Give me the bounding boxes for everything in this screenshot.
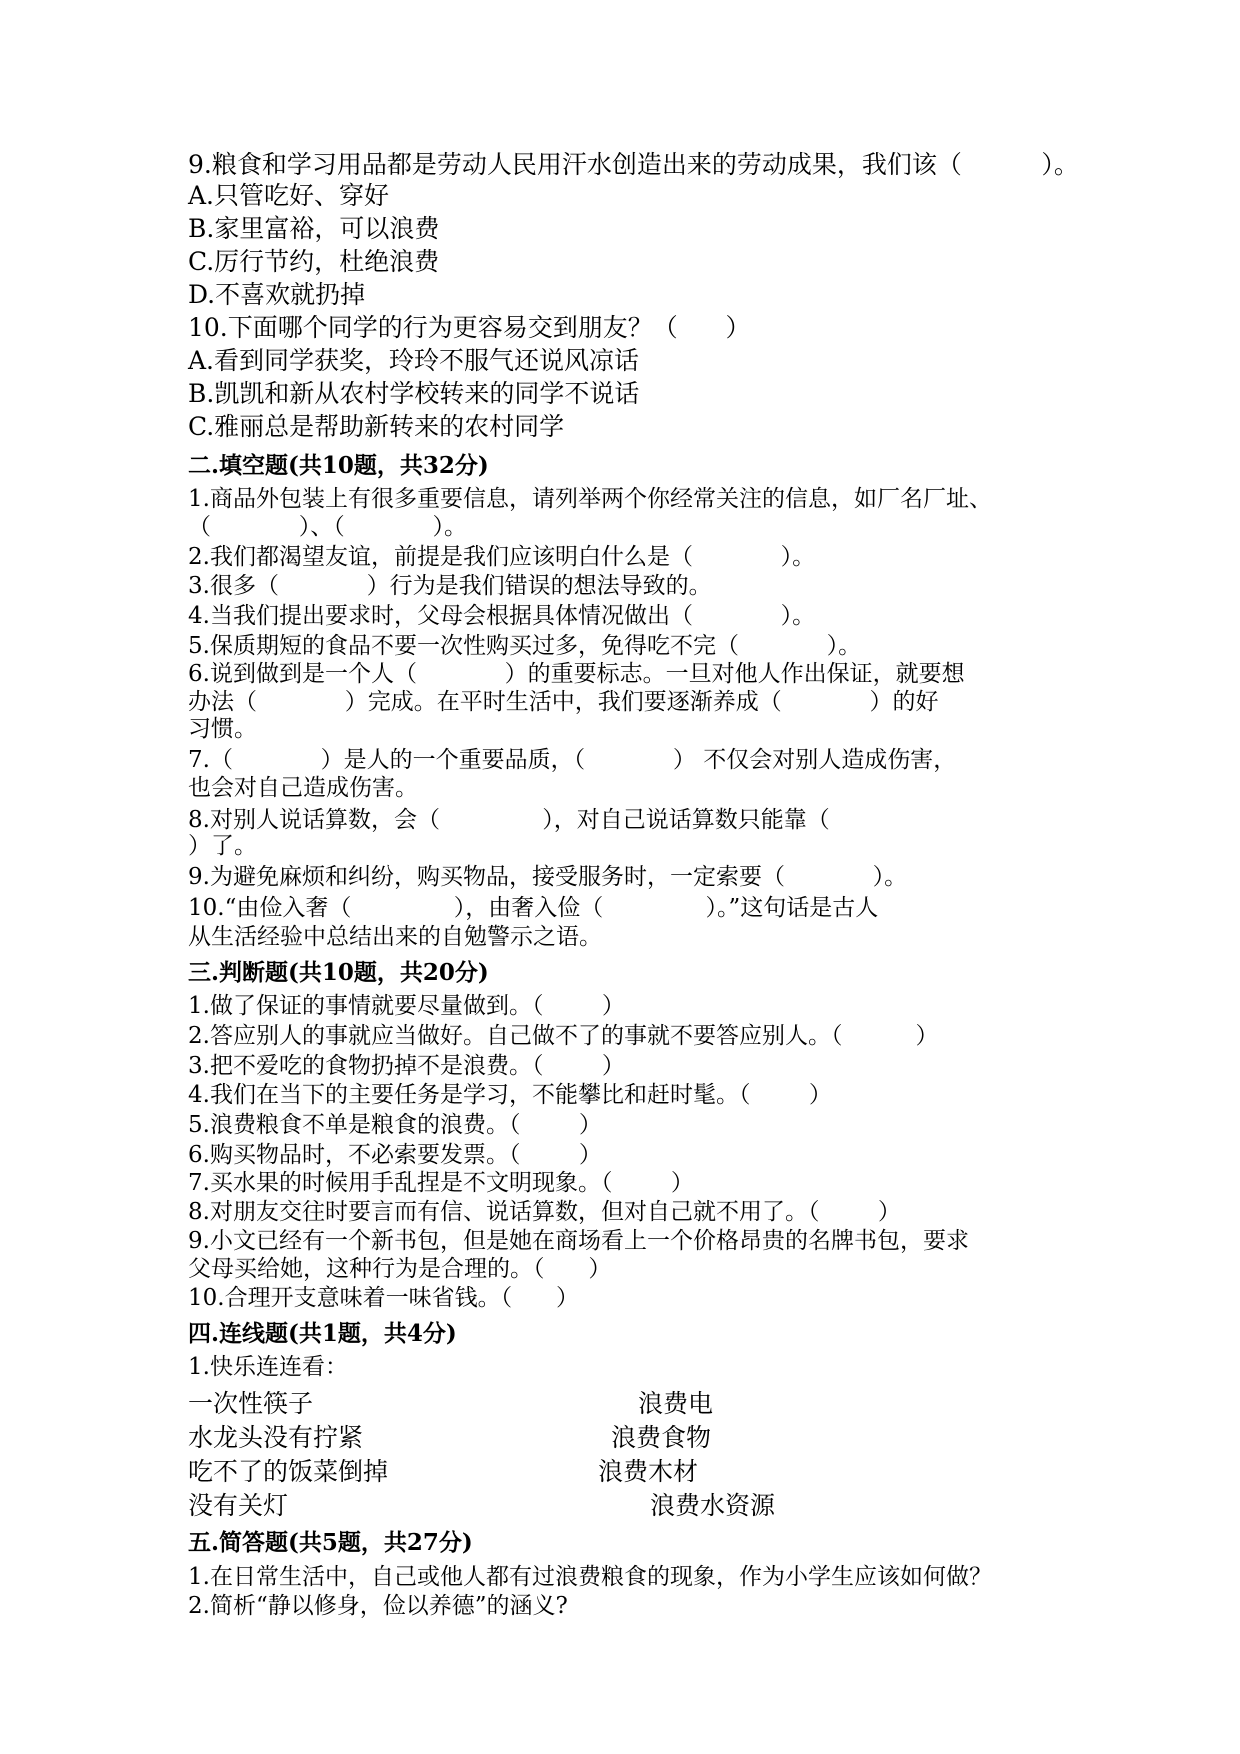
- section-heading-fill-blank: 二.填空题(共10题，共32分): [188, 452, 489, 479]
- judge-line: 10.合理开支意味着一味省钱。（ ）: [188, 1285, 579, 1311]
- judge-line: 父母买给她，这种行为是合理的。（ ）: [188, 1256, 612, 1282]
- matching-right-item: 浪费食物: [611, 1423, 712, 1452]
- section-heading-short-answer: 五.简答题(共5题，共27分): [188, 1529, 473, 1556]
- matching-left-item: 水龙头没有拧紧: [188, 1423, 364, 1452]
- judge-line: 5.浪费粮食不单是粮食的浪费。（ ）: [188, 1112, 602, 1138]
- judge-line: 1.做了保证的事情就要尽量做到。（ ）: [188, 993, 625, 1019]
- judge-line: 7.买水果的时候用手乱捏是不文明现象。（ ）: [188, 1170, 694, 1196]
- fill-line: 也会对自己造成伤害。: [188, 775, 418, 801]
- option-9-b: B.家里富裕，可以浪费: [188, 214, 440, 243]
- fill-line: 7.（ ）是人的一个重要品质，（ ） 不仅会对别人造成伤害，: [188, 747, 957, 773]
- fill-line: 4.当我们提出要求时，父母会根据具体情况做出（ ）。: [188, 603, 816, 629]
- fill-line: 办法（ ）完成。在平时生活中，我们要逐渐养成（ ）的好: [188, 689, 939, 715]
- matching-prompt: 1.快乐连连看：: [188, 1354, 348, 1380]
- judge-line: 9.小文已经有一个新书包，但是她在商场看上一个价格昂贵的名牌书包，要求: [188, 1228, 969, 1254]
- fill-line: 6.说到做到是一个人（ ）的重要标志。一旦对他人作出保证，就要想: [188, 661, 965, 687]
- matching-right-item: 浪费木材: [598, 1457, 699, 1486]
- fill-line: 5.保质期短的食品不要一次性购买过多，免得吃不完（ ）。: [188, 633, 862, 659]
- option-10-b: B.凯凯和新从农村学校转来的同学不说话: [188, 379, 640, 408]
- question-9-stem: 9.粮食和学习用品都是劳动人民用汗水创造出来的劳动成果，我们该（ ）。: [188, 150, 1079, 179]
- judge-line: 3.把不爱吃的食物扔掉不是浪费。（ ）: [188, 1053, 625, 1079]
- option-10-a: A.看到同学获奖，玲玲不服气还说风凉话: [188, 346, 640, 375]
- option-9-a: A.只管吃好、穿好: [188, 181, 390, 210]
- matching-right-item: 浪费水资源: [650, 1491, 776, 1520]
- matching-left-item: 没有关灯: [188, 1491, 289, 1520]
- judge-line: 6.购买物品时，不必索要发票。（ ）: [188, 1142, 602, 1168]
- fill-line: 10.“由俭入奢（ ），由奢入俭（ ）。”这句话是古人: [188, 895, 879, 921]
- question-10-stem: 10.下面哪个同学的行为更容易交到朋友？（ ）: [188, 313, 751, 342]
- fill-line: 2.我们都渴望友谊，前提是我们应该明白什么是（ ）。: [188, 544, 816, 570]
- matching-right-item: 浪费电: [638, 1389, 714, 1418]
- matching-left-item: 一次性筷子: [188, 1389, 314, 1418]
- fill-line: 从生活经验中总结出来的自勉警示之语。: [188, 924, 602, 950]
- section-heading-matching: 四.连线题(共1题，共4分): [188, 1320, 457, 1347]
- matching-left-item: 吃不了的饭菜倒掉: [188, 1457, 389, 1486]
- fill-line: （ ）、（ ）。: [188, 514, 467, 540]
- short-answer-line: 2.简析“静以修身，俭以养德”的涵义?: [188, 1593, 568, 1619]
- judge-line: 2.答应别人的事就应当做好。自己做不了的事就不要答应别人。（ ）: [188, 1023, 939, 1049]
- short-answer-line: 1.在日常生活中，自己或他人都有过浪费粮食的现象，作为小学生应该如何做？: [188, 1564, 992, 1590]
- fill-line: ）了。: [188, 833, 257, 859]
- option-9-d: D.不喜欢就扔掉: [188, 280, 366, 309]
- fill-line: 8.对别人说话算数，会（ ），对自己说话算数只能靠（: [188, 807, 830, 833]
- fill-line: 1.商品外包装上有很多重要信息，请列举两个你经常关注的信息，如厂名厂址、: [188, 486, 992, 512]
- fill-line: 习惯。: [188, 716, 257, 742]
- judge-line: 4.我们在当下的主要任务是学习，不能攀比和赶时髦。（ ）: [188, 1082, 832, 1108]
- fill-line: 9.为避免麻烦和纠纷，购买物品，接受服务时，一定索要（ ）。: [188, 864, 908, 890]
- fill-line: 3.很多（ ）行为是我们错误的想法导致的。: [188, 573, 712, 599]
- judge-line: 8.对朋友交往时要言而有信、说话算数，但对自己就不用了。（ ）: [188, 1199, 901, 1225]
- option-10-c: C.雅丽总是帮助新转来的农村同学: [188, 412, 565, 441]
- option-9-c: C.厉行节约，杜绝浪费: [188, 247, 440, 276]
- section-heading-true-false: 三.判断题(共10题，共20分): [188, 959, 489, 986]
